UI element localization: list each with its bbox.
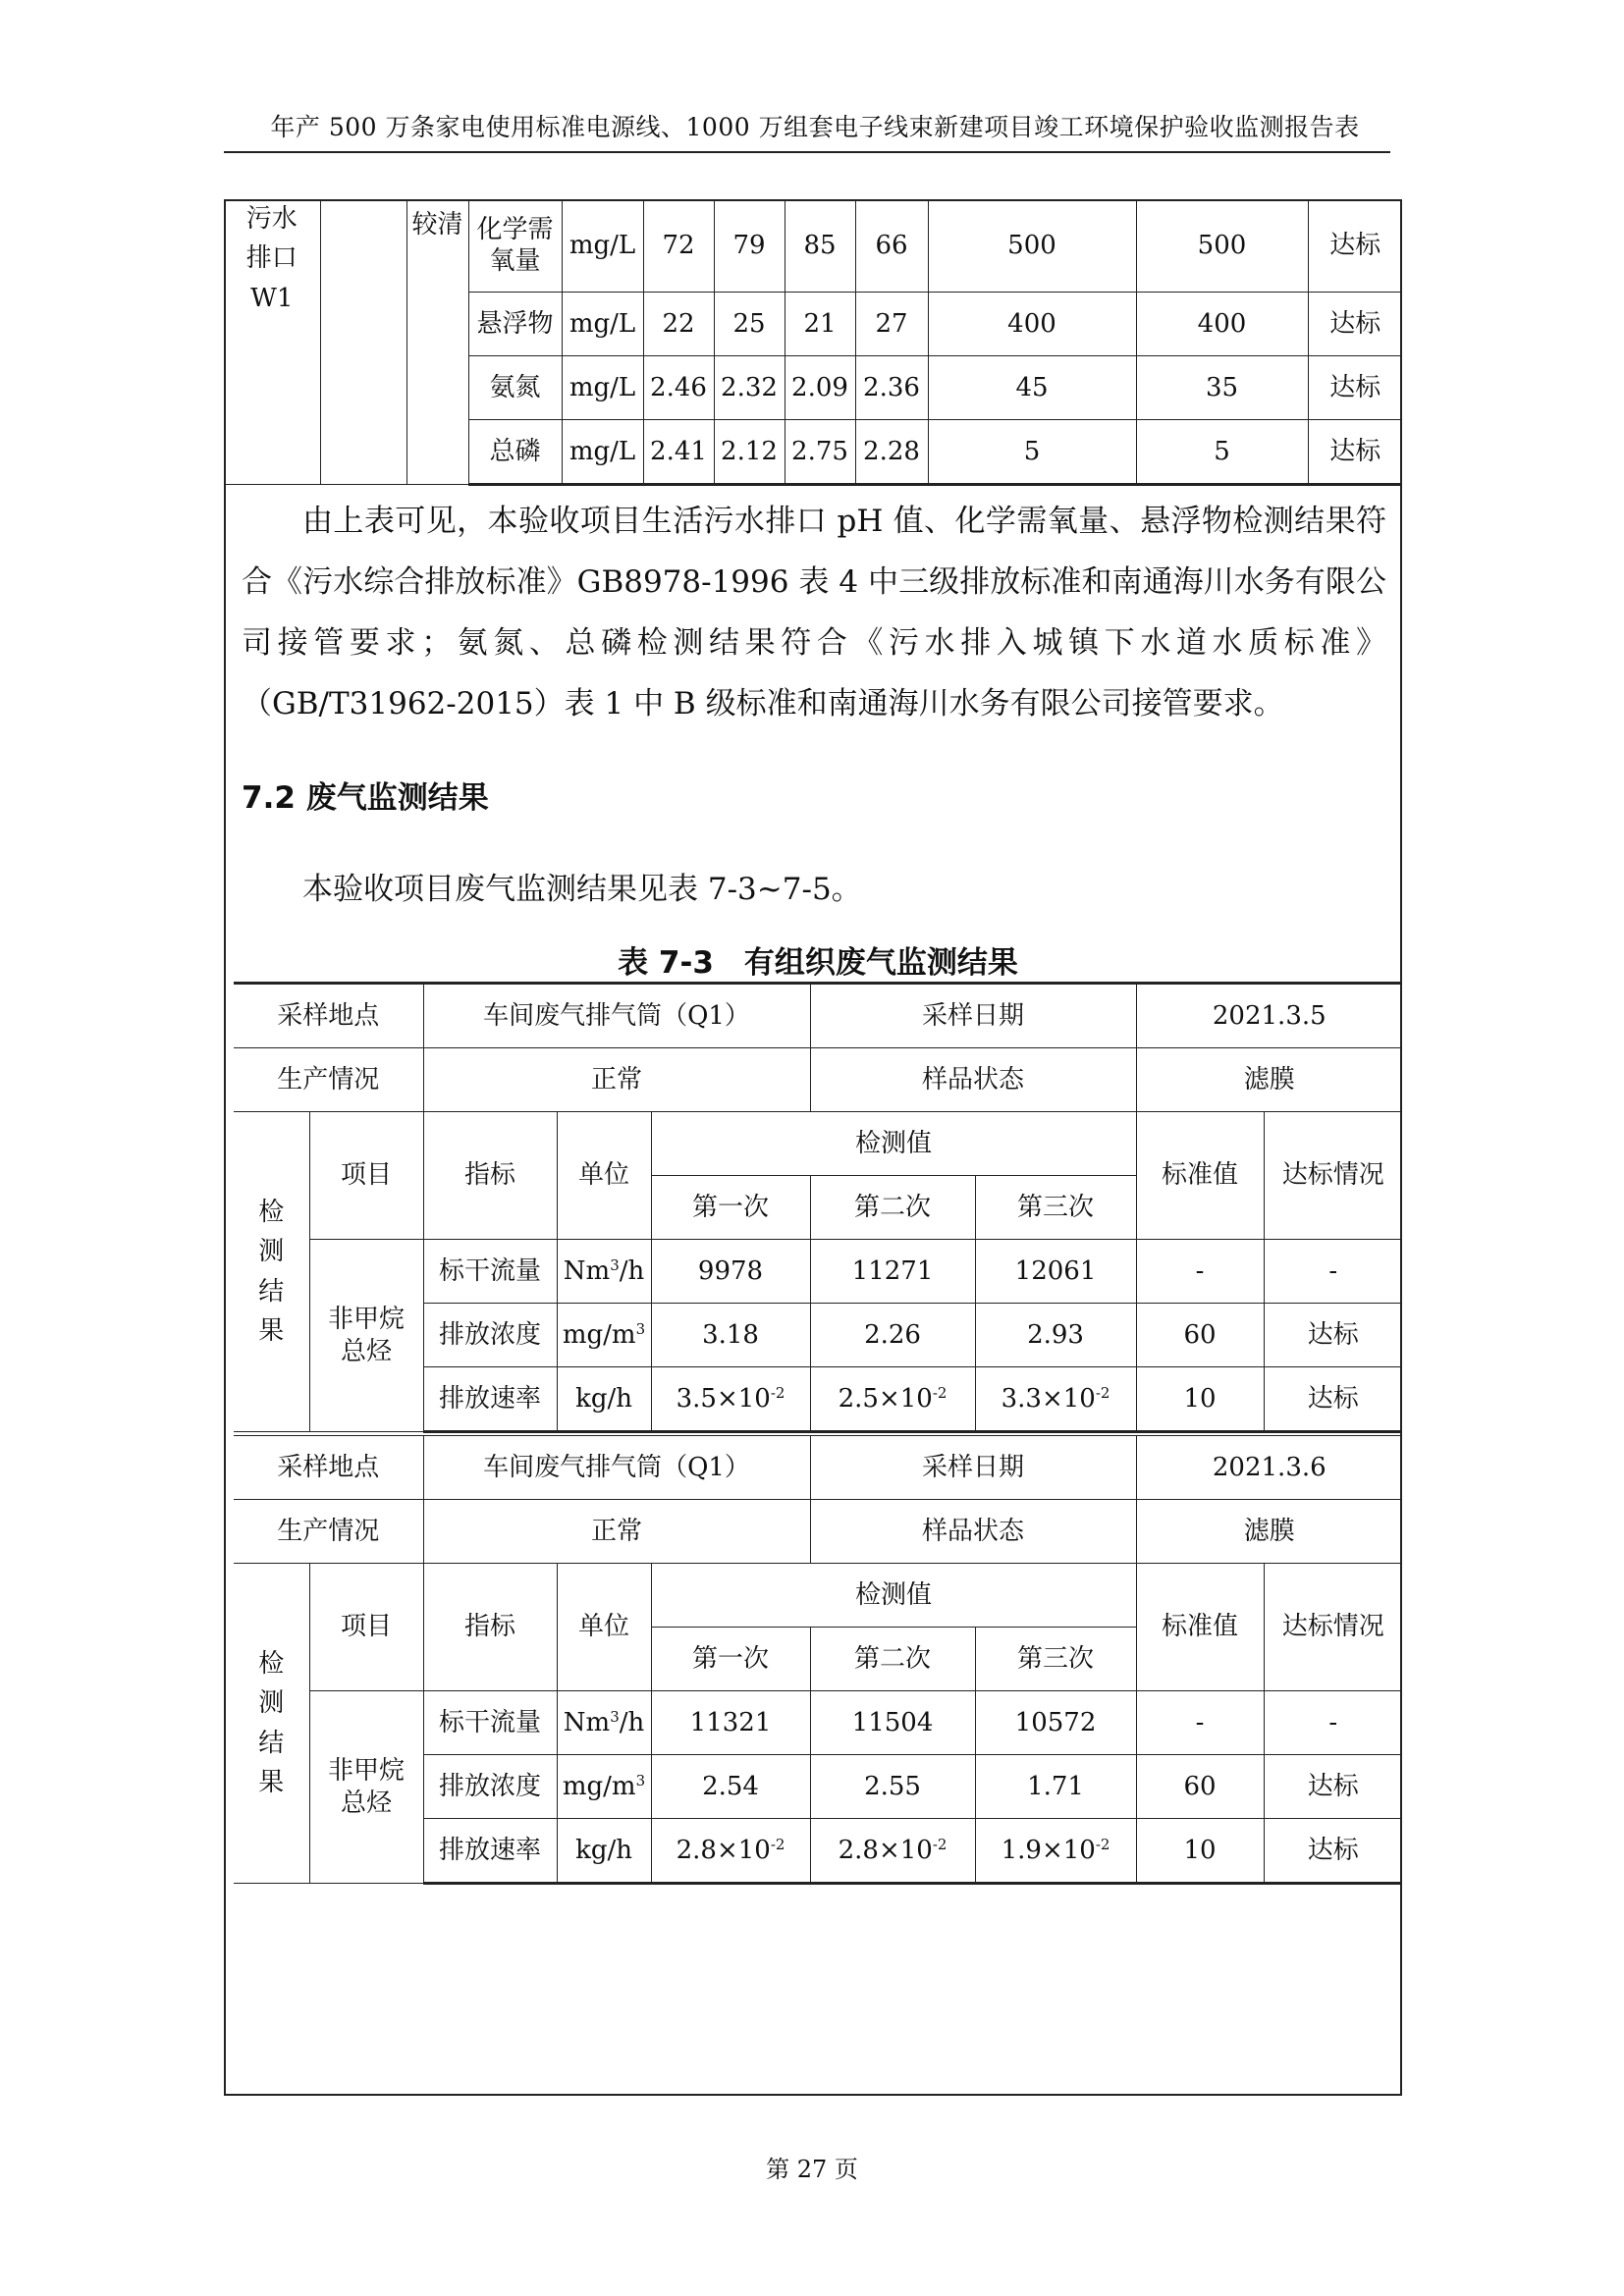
- production-label: 生产情况: [234, 1500, 423, 1564]
- gas-table-day1: [234, 982, 1402, 1433]
- value-cell: 2.36: [855, 356, 928, 420]
- gas-table-day2: [234, 1435, 1402, 1885]
- header-item: 项目: [309, 1112, 423, 1240]
- status-cell: 达标: [1308, 356, 1402, 420]
- sample-state-value: 滤膜: [1136, 1048, 1402, 1112]
- date-value: 2021.3.6: [1136, 1436, 1402, 1500]
- header-run-2: 第二次: [810, 1176, 975, 1240]
- value-cell: 2.75: [785, 420, 855, 485]
- index-cell: 排放浓度: [423, 1304, 557, 1367]
- status-cell: 达标: [1308, 199, 1402, 293]
- production-value: 正常: [423, 1048, 810, 1112]
- item-cell: 氨氮: [468, 356, 562, 420]
- header-status: 达标情况: [1264, 1564, 1402, 1691]
- item-cell: 总磷: [468, 420, 562, 485]
- value-cell: 10572: [975, 1691, 1136, 1755]
- item-cell: 悬浮物: [468, 293, 562, 356]
- standard-cell: 500: [928, 199, 1136, 293]
- standard-cell: 35: [1136, 356, 1308, 420]
- value-cell: 11271: [810, 1240, 975, 1304]
- date-label: 采样日期: [810, 1436, 1136, 1500]
- site-cell: 污水 排口 W1: [224, 199, 320, 485]
- value-cell: 66: [855, 199, 928, 293]
- index-cell: 标干流量: [423, 1691, 557, 1755]
- sample-state-label: 样品状态: [810, 1048, 1136, 1112]
- status-cell: 达标: [1264, 1304, 1402, 1367]
- site-label: 采样地点: [234, 984, 423, 1048]
- unit-cell: Nm$^3$/h: [557, 1691, 651, 1755]
- appearance-cell: 较清: [406, 199, 468, 485]
- intro-text: 本验收项目废气监测结果见表 7-3~7-5。: [302, 872, 862, 907]
- index-cell: 排放速率: [423, 1367, 557, 1432]
- wastewater-table: [224, 199, 1402, 486]
- value-cell: 2.41: [643, 420, 714, 485]
- table-caption: 表 7-3 有组织废气监测结果: [618, 945, 1018, 981]
- value-cell: 2.93: [975, 1304, 1136, 1367]
- status-cell: -: [1264, 1691, 1402, 1755]
- index-cell: 标干流量: [423, 1240, 557, 1304]
- sample-state-label: 样品状态: [810, 1500, 1136, 1564]
- date-label: 采样日期: [810, 984, 1136, 1048]
- index-cell: 排放浓度: [423, 1755, 557, 1819]
- unit-cell: Nm$^3$/h: [557, 1240, 651, 1304]
- item-cell: 化学需 氧量: [468, 199, 562, 293]
- pollutant-cell: 非甲烷 总烃: [309, 1240, 423, 1432]
- value-cell: $2.8\times 10^{-2}$: [651, 1819, 810, 1884]
- value-cell: $3.5\times 10^{-2}$: [651, 1367, 810, 1432]
- value-cell: 3.18: [651, 1304, 810, 1367]
- production-value: 正常: [423, 1500, 810, 1564]
- value-cell: 2.55: [810, 1755, 975, 1819]
- result-label: 检 测 结 果: [234, 1564, 309, 1884]
- value-cell: 11321: [651, 1691, 810, 1755]
- pollutant-cell: 非甲烷 总烃: [309, 1691, 423, 1884]
- header-standard: 标准值: [1136, 1564, 1264, 1691]
- standard-cell: -: [1136, 1691, 1264, 1755]
- value-cell: 11504: [810, 1691, 975, 1755]
- site-label: 采样地点: [234, 1436, 423, 1500]
- site-value: 车间废气排气筒（Q1）: [423, 984, 810, 1048]
- header-run-3: 第三次: [975, 1628, 1136, 1691]
- header-index: 指标: [423, 1112, 557, 1240]
- section-heading: 7.2 废气监测结果: [242, 780, 489, 816]
- value-cell: 2.09: [785, 356, 855, 420]
- value-cell: 2.46: [643, 356, 714, 420]
- header-run-3: 第三次: [975, 1176, 1136, 1240]
- value-cell: $2.8\times 10^{-2}$: [810, 1819, 975, 1884]
- value-cell: 72: [643, 199, 714, 293]
- production-label: 生产情况: [234, 1048, 423, 1112]
- header-run-1: 第一次: [651, 1176, 810, 1240]
- standard-cell: 400: [1136, 293, 1308, 356]
- standard-cell: 5: [1136, 420, 1308, 485]
- standard-cell: 500: [1136, 199, 1308, 293]
- site-value: 车间废气排气筒（Q1）: [423, 1436, 810, 1500]
- header-values: 检测值: [651, 1112, 1136, 1176]
- header-item: 项目: [309, 1564, 423, 1691]
- header-index: 指标: [423, 1564, 557, 1691]
- blank-cell: [320, 199, 406, 485]
- value-cell: 2.28: [855, 420, 928, 485]
- header-rule: [224, 151, 1390, 153]
- standard-cell: 400: [928, 293, 1136, 356]
- header-run-1: 第一次: [651, 1628, 810, 1691]
- status-cell: 达标: [1264, 1755, 1402, 1819]
- page-number: 第 27 页: [766, 2156, 858, 2183]
- status-cell: 达标: [1308, 293, 1402, 356]
- value-cell: 2.32: [714, 356, 785, 420]
- standard-cell: 45: [928, 356, 1136, 420]
- unit-cell: mg/L: [562, 420, 643, 485]
- value-cell: $2.5\times 10^{-2}$: [810, 1367, 975, 1432]
- value-cell: 22: [643, 293, 714, 356]
- index-cell: 排放速率: [423, 1819, 557, 1884]
- header-status: 达标情况: [1264, 1112, 1402, 1240]
- result-label: 检 测 结 果: [234, 1112, 309, 1432]
- unit-cell: mg/L: [562, 293, 643, 356]
- value-cell: 2.54: [651, 1755, 810, 1819]
- value-cell: 2.26: [810, 1304, 975, 1367]
- value-cell: $1.9\times 10^{-2}$: [975, 1819, 1136, 1884]
- header-values: 检测值: [651, 1564, 1136, 1628]
- value-cell: 1.71: [975, 1755, 1136, 1819]
- conclusion-paragraph: 由上表可见，本验收项目生活污水排口 pH 值、化学需氧量、悬浮物检测结果符合《污水综合排放标准》GB8978-1996 表 4 中三级排放标准和南通海川水务有限公司接管要求；氨氮、总磷检测结果符合《污水排入城镇下水道水质标准》（GB/T31962-2015）表 1 中 B 级标准和南通海川水务有限公司接管要求。: [242, 504, 1386, 721]
- standard-cell: 60: [1136, 1755, 1264, 1819]
- header-unit: 单位: [557, 1112, 651, 1240]
- status-cell: 达标: [1264, 1819, 1402, 1884]
- value-cell: 27: [855, 293, 928, 356]
- status-cell: 达标: [1308, 420, 1402, 485]
- value-cell: 2.12: [714, 420, 785, 485]
- unit-cell: mg/L: [562, 356, 643, 420]
- standard-cell: 60: [1136, 1304, 1264, 1367]
- standard-cell: -: [1136, 1240, 1264, 1304]
- value-cell: 12061: [975, 1240, 1136, 1304]
- unit-cell: $mg/m^3$: [557, 1755, 651, 1819]
- unit-cell: mg/L: [562, 199, 643, 293]
- sample-state-value: 滤膜: [1136, 1500, 1402, 1564]
- status-cell: -: [1264, 1240, 1402, 1304]
- standard-cell: 5: [928, 420, 1136, 485]
- value-cell: 79: [714, 199, 785, 293]
- value-cell: 21: [785, 293, 855, 356]
- header-standard: 标准值: [1136, 1112, 1264, 1240]
- standard-cell: 10: [1136, 1367, 1264, 1432]
- status-cell: 达标: [1264, 1367, 1402, 1432]
- standard-cell: 10: [1136, 1819, 1264, 1884]
- unit-cell: $mg/m^3$: [557, 1304, 651, 1367]
- header-run-2: 第二次: [810, 1628, 975, 1691]
- header-unit: 单位: [557, 1564, 651, 1691]
- value-cell: 25: [714, 293, 785, 356]
- unit-cell: kg/h: [557, 1367, 651, 1432]
- unit-cell: kg/h: [557, 1819, 651, 1884]
- value-cell: 9978: [651, 1240, 810, 1304]
- date-value: 2021.3.5: [1136, 984, 1402, 1048]
- value-cell: $3.3\times 10^{-2}$: [975, 1367, 1136, 1432]
- running-header: 年产 500 万条家电使用标准电源线、1000 万组套电子线束新建项目竣工环境保护验收监测报告表: [270, 113, 1360, 141]
- value-cell: 85: [785, 199, 855, 293]
